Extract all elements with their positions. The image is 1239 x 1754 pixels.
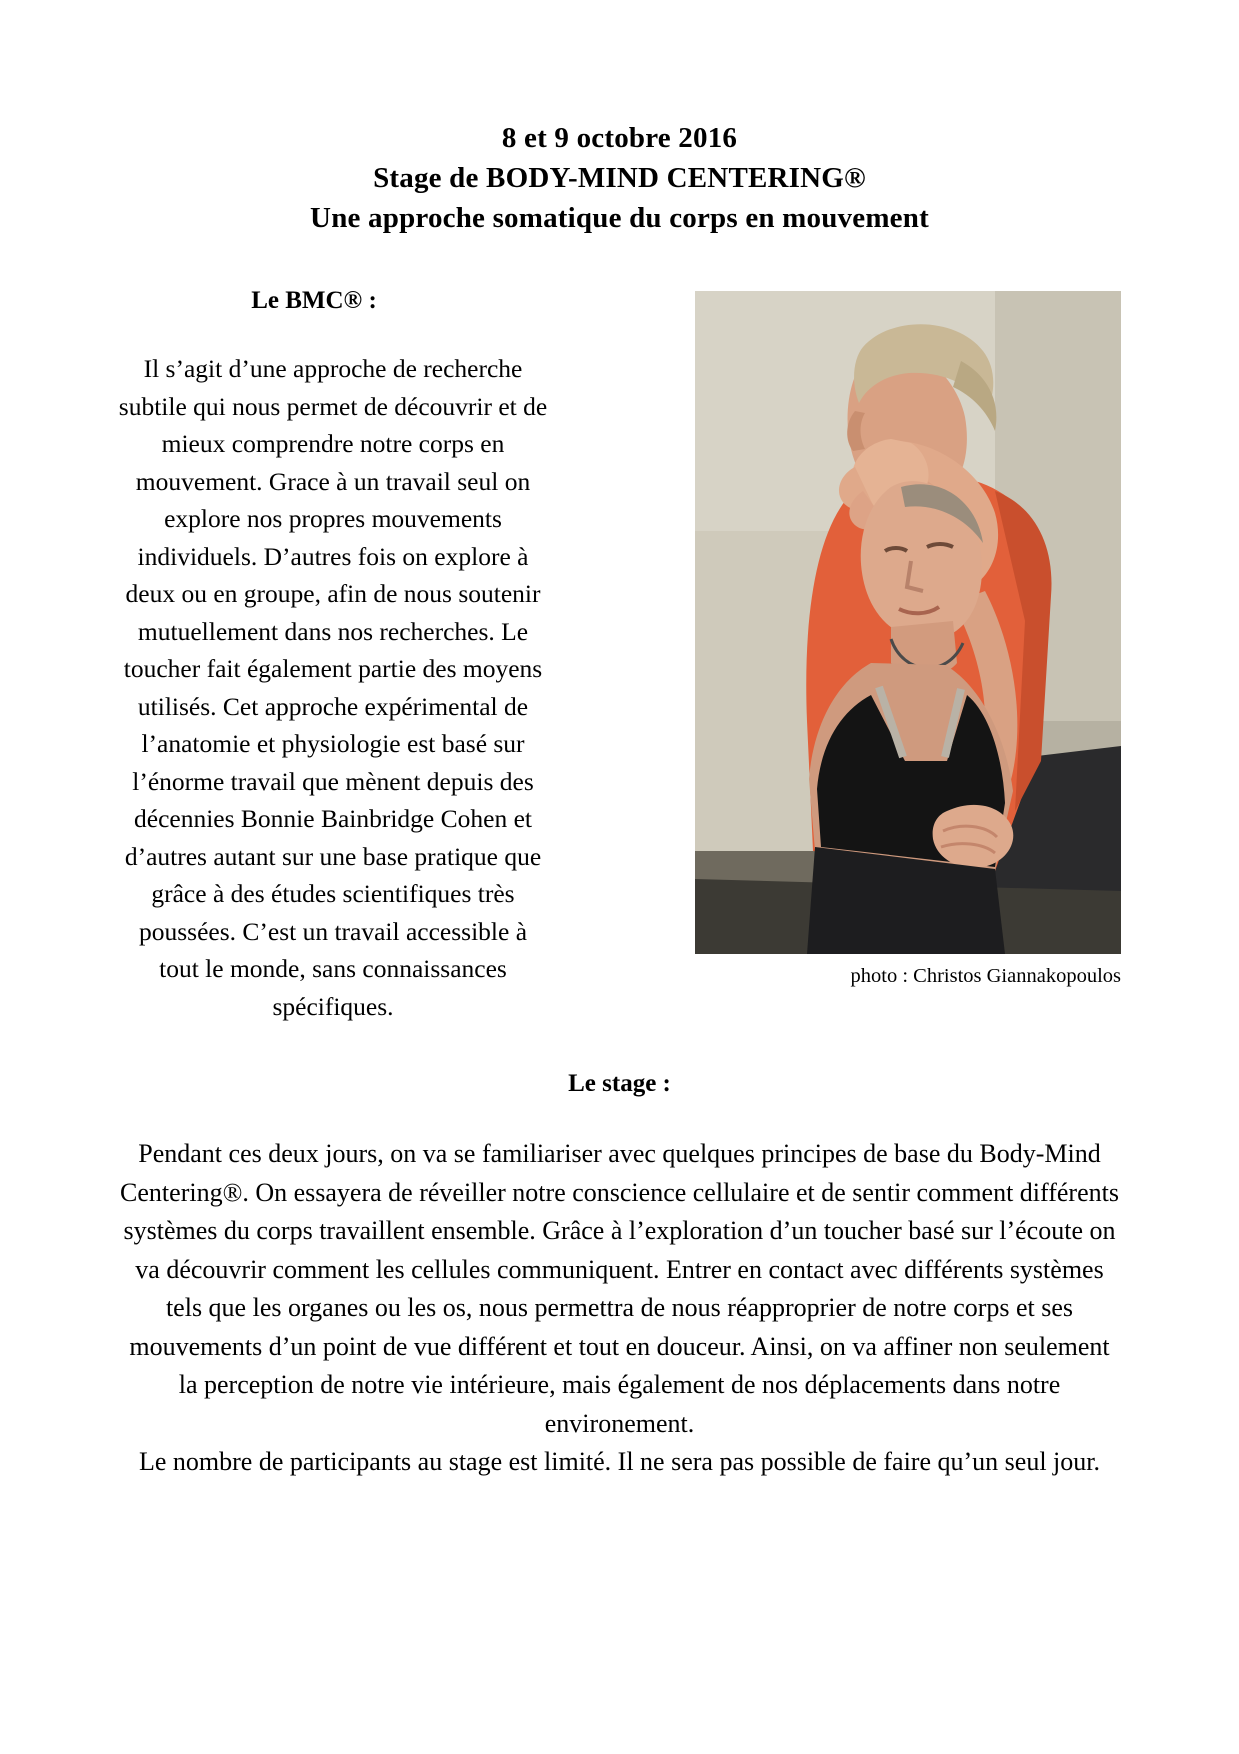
page-title-line-3: Une approche somatique du corps en mouvement xyxy=(310,202,929,234)
stage-section-paragraph-1: Pendant ces deux jours, on va se familiariser avec quelques principes de base du Body-Mind Centering®. On essayera de réveiller notre conscience cellulaire et de sentir comment différents systèmes du corps travaillent ensemble. Grâce à l’exploration d’un toucher basé sur l’écoute on va découvrir comment les cellules communiquent. Entrer en contact avec différents systèmes tels que les organes ou les os, nous permettra de nous réapproprier de notre corps et ses mouvements d’un point de vue différent et tout en douceur. Ainsi, on va affiner non seulement la perception de notre vie intérieure, mais également de nos déplacements dans notre environement. xyxy=(120,1139,1119,1438)
bmc-section xyxy=(118,286,548,1025)
photo-credit: photo : Christos Giannakopoulos xyxy=(850,965,1121,987)
two-column-region xyxy=(0,286,1239,1025)
bmc-section-heading: Le BMC® : xyxy=(251,287,377,314)
photo-image xyxy=(695,291,1121,954)
stage-section xyxy=(0,1069,1239,1482)
page-title-line-2: Stage de BODY-MIND CENTERING® xyxy=(373,162,866,194)
stage-section-paragraph-2: Le nombre de participants au stage est limité. Il ne sera pas possible de faire qu’un seul jour. xyxy=(139,1447,1100,1476)
page-title xyxy=(0,0,1239,238)
stage-section-heading: Le stage : xyxy=(568,1070,671,1097)
photo-figure xyxy=(695,291,1121,989)
bmc-section-paragraph: Il s’agit d’une approche de recherche subtile qui nous permet de découvrir et de mieux comprendre notre corps en mouvement. Grace à un travail seul on explore nos propres mouvements individuels. D’autres fois on explore à deux ou en groupe, afin de nous soutenir mutuellement dans nos recherches. Le toucher fait également partie des moyens utilisés. Cet approche expérimental de l’anatomie et physiologie est basé sur l’énorme travail que mènent depuis des décennies Bonnie Bainbridge Cohen et d’autres autant sur une base pratique que grâce à des études scientifiques très poussées. C’est un travail accessible à tout le monde, sans connaissances spécifiques. xyxy=(118,354,548,1021)
page-title-line-1: 8 et 9 octobre 2016 xyxy=(501,122,738,154)
